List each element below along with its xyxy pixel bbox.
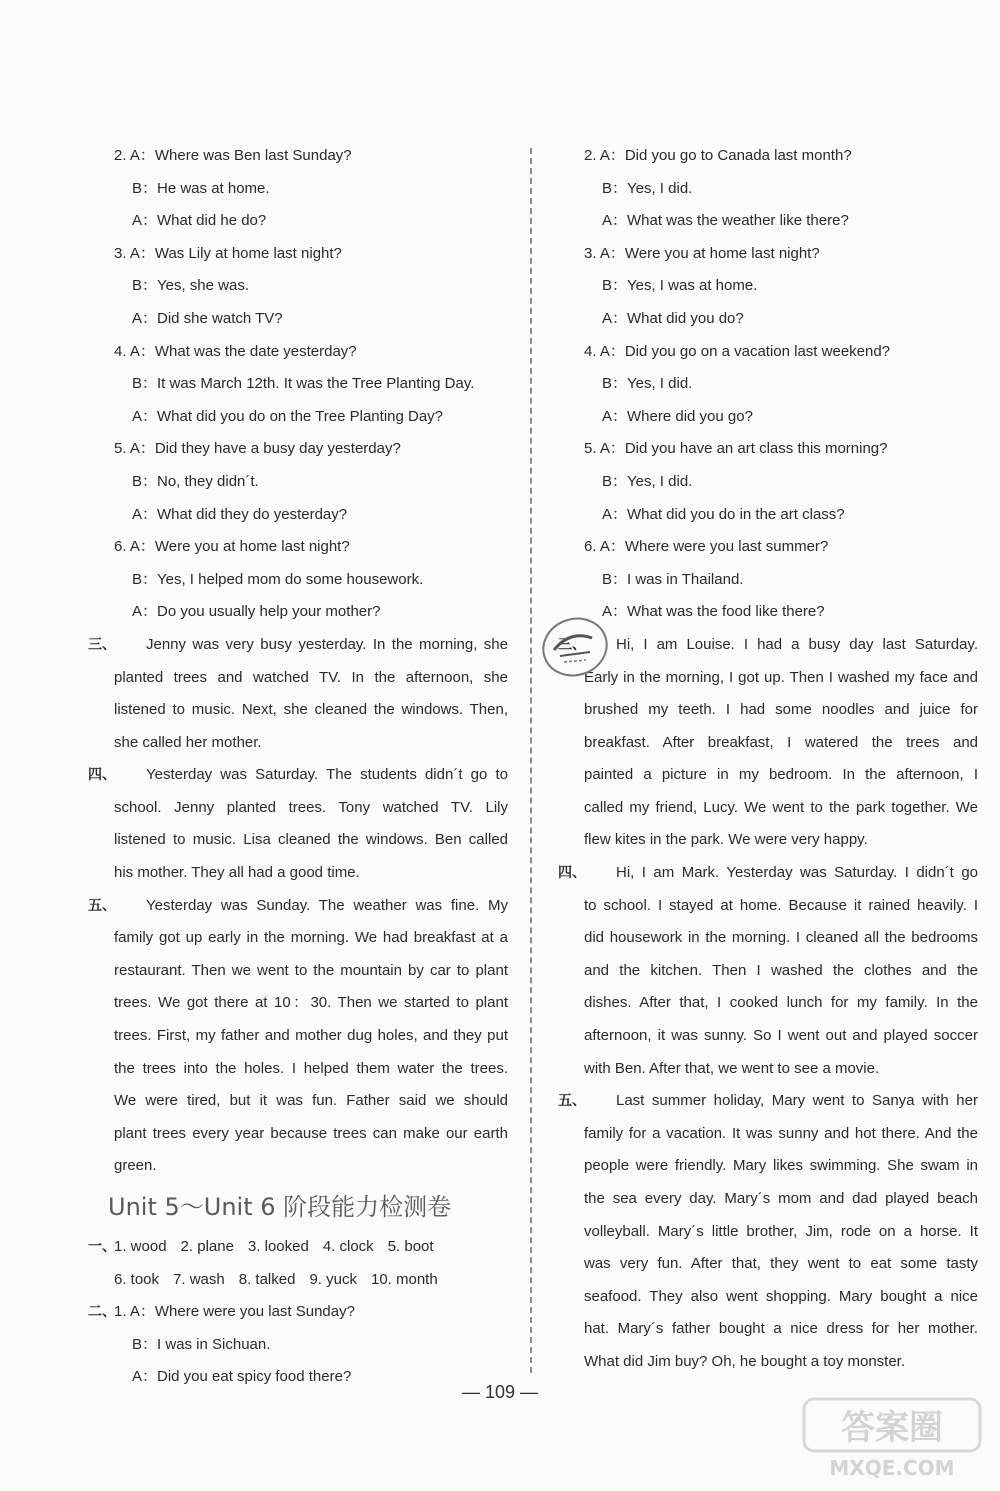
answer-item: 3. looked — [247, 1238, 309, 1255]
answer-item: 8. talked — [238, 1270, 296, 1288]
dialogue-line: 6. A：Were you at home last night? — [114, 538, 350, 556]
paragraph-line: trees. First, my father and mother dug holes, and they put — [114, 1027, 508, 1045]
paragraph-line: his mother. They all had a good time. — [114, 864, 360, 882]
answer-item: 1. A：Where were you last Sunday? — [114, 1303, 355, 1321]
section-line — [88, 759, 508, 792]
dialogue-line: B：I was in Thailand. — [602, 570, 744, 588]
section-text: Hi, I am Louise. I had a busy day last Saturday. — [616, 635, 978, 653]
dialogue-line: A：What did you do? — [602, 309, 744, 327]
answer-row — [88, 1264, 508, 1297]
paragraph-line: green. — [114, 1157, 157, 1175]
right-column — [558, 140, 978, 1379]
answer-row — [88, 1231, 508, 1264]
section-text: Yesterday was Sunday. The weather was fine. My — [146, 896, 508, 914]
answer-item: 1. wood — [114, 1238, 167, 1255]
paragraph-line: was very fun. After that, they went to eat some tasty — [584, 1255, 978, 1273]
section-line — [88, 629, 508, 662]
paragraph-line: volleyball. Mary´s little brother, Jim, rode on a horse. It — [584, 1222, 978, 1240]
paragraph-line: planted trees and watched TV. In the afternoon, she — [114, 668, 508, 686]
dialogue-line: B：Yes, she was. — [132, 277, 250, 295]
svg-text:MXQE.COM: MXQE.COM — [829, 1456, 955, 1480]
section-text: Jenny was very busy yesterday. In the morning, she — [146, 635, 508, 653]
section-line — [88, 890, 508, 923]
dialogue-line: B：Yes, I did. — [602, 472, 693, 490]
section-marker: 五、 — [88, 897, 116, 914]
paragraph-line: brushed my teeth. I had some noodles and juice for — [584, 701, 978, 719]
dialogue-line: B：Yes, I was at home. — [602, 277, 758, 295]
paragraph-line: listened to music. Lisa cleaned the windows. Ben called — [114, 831, 508, 849]
dialogue-line: B：It was March 12th. It was the Tree Planting Day. — [132, 375, 475, 393]
watermark-logo-icon — [802, 1395, 982, 1481]
paragraph-line: called my friend, Lucy. We went to the park together. We — [584, 798, 978, 816]
svg-text:答案圈: 答案圈 — [841, 1408, 943, 1448]
dialogue-line: 5. A：Did you have an art class this morning? — [584, 440, 888, 458]
dialogue-line: A：What did you do in the art class? — [602, 505, 845, 523]
paragraph-line: plant trees every year because trees can make our earth — [114, 1124, 508, 1142]
dialogue-line: A：What did he do? — [132, 212, 267, 230]
dialogue-line: A：Where did you go? — [602, 407, 753, 425]
paragraph-line: did housework in the morning. I cleaned all the bedrooms — [584, 929, 978, 947]
paragraph-line: to school. I stayed at home. Because it rained heavily. I — [584, 896, 978, 914]
dialogue-line: A：What was the food like there? — [602, 603, 825, 621]
paragraph-line: listened to music. Next, she cleaned the windows. Then, — [114, 701, 508, 719]
column-divider — [530, 148, 532, 1373]
dialogue-line: A：Did you eat spicy food there? — [132, 1368, 352, 1386]
left-column — [88, 140, 508, 1394]
dialogue-line: A：What did you do on the Tree Planting Day? — [132, 407, 444, 425]
dialogue-line: B：I was in Sichuan. — [132, 1335, 271, 1353]
paragraph-line: family got up early in the morning. We had breakfast at a — [114, 929, 508, 947]
paragraph-line: breakfast. After breakfast, I watered the trees and — [584, 733, 978, 751]
dialogue-line: 5. A：Did they have a busy day yesterday? — [114, 440, 401, 458]
dialogue-line: 3. A：Were you at home last night? — [584, 244, 820, 262]
paragraph-line: We were tired, but it was fun. Father said we should — [114, 1092, 508, 1110]
section-marker: 三、 — [88, 636, 116, 653]
paragraph-line: and the kitchen. Then I washed the clothes and the — [584, 961, 978, 979]
section-line — [558, 629, 978, 662]
stamp-logo-icon — [540, 612, 610, 682]
dialogue-line: B：Yes, I did. — [602, 375, 693, 393]
paragraph-line: people were friendly. Mary likes swimming. She swam in — [584, 1157, 978, 1175]
dialogue-line: 3. A：Was Lily at home last night? — [114, 244, 342, 262]
section-marker: 四、 — [88, 767, 116, 784]
section-marker: 三、 — [558, 636, 586, 653]
paragraph-line: with Ben. After that, we went to see a movie. — [584, 1059, 880, 1077]
dialogue-line: A：Do you usually help your mother? — [132, 603, 381, 621]
answer-item: 10. month — [370, 1270, 438, 1288]
answer-item: 4. clock — [322, 1238, 374, 1255]
section-marker: 二、 — [88, 1304, 116, 1321]
dialogue-line: 2. A：Did you go to Canada last month? — [584, 147, 852, 164]
section-line — [558, 1085, 978, 1118]
dialogue-line: B：Yes, I helped mom do some housework. — [132, 570, 424, 588]
section-marker: 四、 — [558, 865, 586, 882]
answer-item: 7. wash — [173, 1270, 225, 1288]
paragraph-line: dishes. After that, I cooked lunch for my family. In the — [584, 994, 978, 1012]
answer-item: 6. took — [114, 1270, 160, 1288]
paragraph-line: painted a picture in my bedroom. In the afternoon, I — [584, 766, 978, 784]
section-text: Hi, I am Mark. Yesterday was Saturday. I didn´t go — [616, 864, 978, 882]
page-number: — 109 — — [461, 1382, 539, 1402]
section-marker: 一、 — [88, 1239, 116, 1255]
section-line — [558, 857, 978, 890]
section-marker: 五、 — [558, 1093, 586, 1110]
paragraph-line: seafood. They also went shopping. Mary bought a nice — [584, 1287, 978, 1305]
unit-title: Unit 5～Unit 6 阶段能力检测卷 — [108, 1193, 452, 1221]
answer-item: 5. boot — [387, 1238, 434, 1255]
dialogue-line: A：Did she watch TV? — [132, 309, 283, 327]
dialogue-line: 2. A：Where was Ben last Sunday? — [114, 147, 352, 164]
paragraph-line: afternoon, it was sunny. So I went out and played soccer — [584, 1027, 978, 1045]
paragraph-line: school. Jenny planted trees. Tony watched TV. Lily — [114, 798, 508, 816]
section-text: Last summer holiday, Mary went to Sanya with her — [616, 1092, 978, 1110]
paragraph-line: family for a vacation. It was sunny and hot there. And the — [584, 1124, 978, 1142]
paragraph-line: the sea every day. Mary´s mom and dad played beach — [584, 1190, 978, 1207]
dialogue-line: A：What was the weather like there? — [602, 212, 849, 230]
paragraph-line: flew kites in the park. We were very happy. — [584, 831, 868, 849]
dialogue-line: B：He was at home. — [132, 179, 270, 197]
paragraph-line: trees. We got there at 10：30. Then we started to plant — [114, 994, 508, 1012]
paragraph-line: she called her mother. — [114, 733, 262, 751]
paragraph-line: What did Jim buy? Oh, he bought a toy monster. — [584, 1352, 906, 1370]
paragraph-line: Early in the morning, I got up. Then I washed my face and — [584, 668, 978, 686]
answer-item: 2. plane — [180, 1238, 234, 1255]
dialogue-line: 4. A：What was the date yesterday? — [114, 342, 357, 360]
dialogue-line: B：Yes, I did. — [602, 179, 693, 197]
section-text: Yesterday was Saturday. The students didn´t go to — [146, 766, 508, 784]
dialogue-line: 6. A：Where were you last summer? — [584, 538, 829, 556]
dialogue-line: 4. A：Did you go on a vacation last weekend? — [584, 342, 891, 360]
answer-row — [88, 1296, 508, 1329]
section-marker — [88, 1264, 114, 1297]
paragraph-line: hat. Mary´s father bought a nice dress for her mother. — [584, 1320, 978, 1338]
answer-item: 9. yuck — [309, 1270, 357, 1288]
dialogue-line: A：What did they do yesterday? — [132, 505, 348, 523]
paragraph-line: the trees into the holes. I helped them water the trees. — [114, 1059, 508, 1077]
paragraph-line: restaurant. Then we went to the mountain by car to plant — [114, 961, 508, 979]
dialogue-line: B：No, they didn´t. — [132, 472, 259, 490]
